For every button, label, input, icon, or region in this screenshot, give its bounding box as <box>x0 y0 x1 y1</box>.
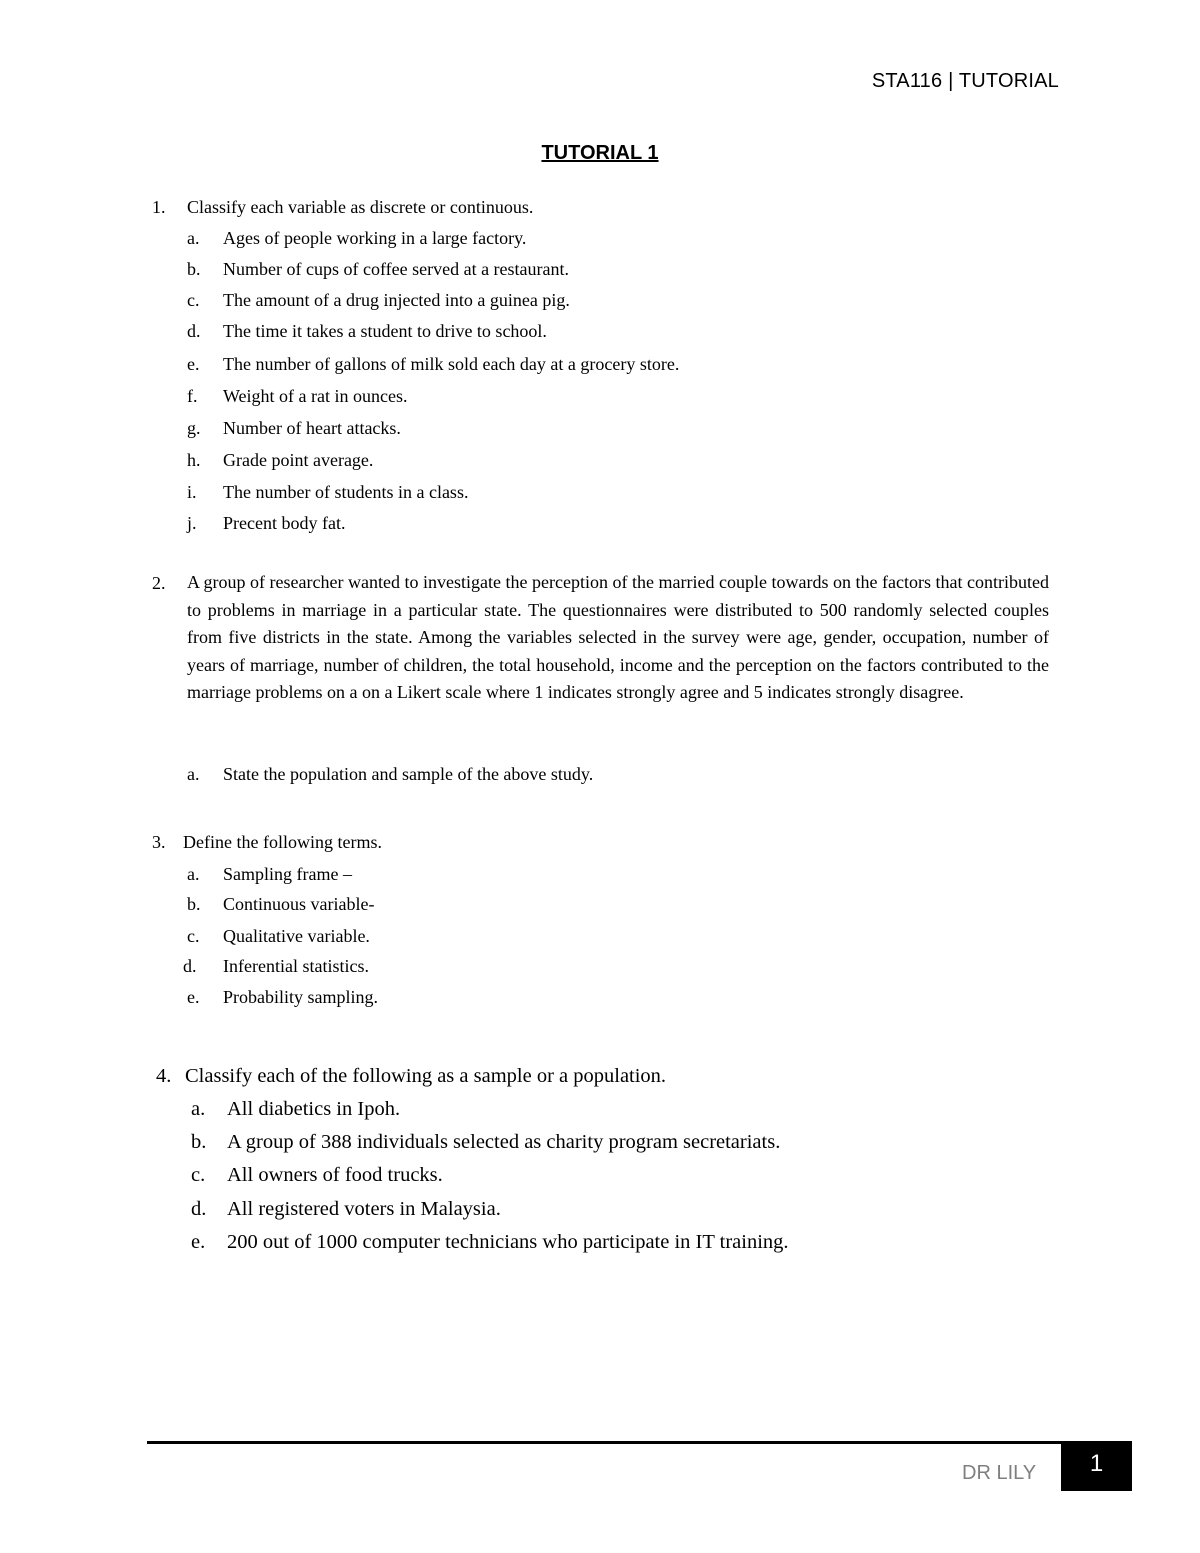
q1-item-text: The time it takes a student to drive to school. <box>223 321 547 341</box>
question-1-number: 1. <box>152 197 166 217</box>
question-3-text: Define the following terms. <box>183 832 382 852</box>
q3-item-letter: d. <box>183 956 197 976</box>
q1-item-letter: c. <box>187 290 200 310</box>
q3-item-letter: c. <box>187 926 200 946</box>
q1-item-text: Number of heart attacks. <box>223 418 401 438</box>
footer-author: DR LILY <box>962 1462 1037 1484</box>
q1-item-letter: i. <box>187 482 197 502</box>
q1-item-letter: h. <box>187 450 201 470</box>
q4-item-letter: d. <box>191 1198 207 1220</box>
q3-item-text: Sampling frame – <box>223 864 352 884</box>
q1-item-letter: a. <box>187 228 200 248</box>
q1-item-text: The number of gallons of milk sold each day at a grocery store. <box>223 354 680 374</box>
q3-item-text: Continuous variable- <box>223 894 375 914</box>
q1-item-letter: j. <box>187 513 197 533</box>
q4-item-letter: b. <box>191 1131 207 1153</box>
footer-divider <box>147 1441 1132 1444</box>
question-3-number: 3. <box>152 832 166 852</box>
q2-item-letter: a. <box>187 764 200 784</box>
q4-item-letter: c. <box>191 1164 206 1186</box>
q1-item-text: Weight of a rat in ounces. <box>223 386 408 406</box>
q1-item-text: Grade point average. <box>223 450 374 470</box>
question-4-number: 4. <box>156 1065 172 1087</box>
q1-item-text: Number of cups of coffee served at a restaurant. <box>223 259 570 279</box>
q3-item-letter: b. <box>187 894 201 914</box>
q1-item-letter: g. <box>187 418 201 438</box>
q1-item-letter: b. <box>187 259 201 279</box>
q4-item-text: All diabetics in Ipoh. <box>227 1098 401 1120</box>
q1-item-letter: d. <box>187 321 201 341</box>
q1-item-letter: f. <box>187 386 198 406</box>
question-1-text: Classify each variable as discrete or continuous. <box>187 197 534 217</box>
q3-item-text: Qualitative variable. <box>223 926 370 946</box>
q2-item-text: State the population and sample of the above study. <box>223 764 594 784</box>
q4-item-letter: e. <box>191 1231 206 1253</box>
question-4-text: Classify each of the following as a sample or a population. <box>185 1065 667 1087</box>
q4-item-text: A group of 388 individuals selected as charity program secretariats. <box>227 1131 781 1153</box>
q3-item-text: Probability sampling. <box>223 987 378 1007</box>
q3-item-letter: a. <box>187 864 200 884</box>
q4-item-letter: a. <box>191 1098 206 1120</box>
q3-item-letter: e. <box>187 987 200 1007</box>
question-2-number: 2. <box>152 573 166 593</box>
page-title: TUTORIAL 1 <box>541 142 659 164</box>
q1-item-text: Ages of people working in a large factory. <box>223 228 527 248</box>
q4-item-text: 200 out of 1000 computer technicians who participate in IT training. <box>227 1231 789 1253</box>
q1-item-text: The amount of a drug injected into a guinea pig. <box>223 290 570 310</box>
q1-item-letter: e. <box>187 354 200 374</box>
q1-item-text: Precent body fat. <box>223 513 346 533</box>
q1-item-text: The number of students in a class. <box>223 482 469 502</box>
question-2-text: A group of researcher wanted to investigate the perception of the married couple towards on the factors that contributed to problems in marriage in a particular state. The questionnaires were distributed to 500 randomly selected couples from five districts in the state. Among the variables selected in the survey were age, gender, occupation, number of years of marriage, number of children, the total household, income and the perception on the factors contributed to the marriage problems on a on a Likert scale where 1 indicates strongly agree and 5 indicates strongly disagree. <box>187 572 1049 702</box>
q3-item-text: Inferential statistics. <box>223 956 369 976</box>
page-number-box: 1 <box>1061 1444 1132 1491</box>
q4-item-text: All registered voters in Malaysia. <box>227 1198 501 1220</box>
header-course: STA116 | TUTORIAL <box>871 70 1059 92</box>
q4-item-text: All owners of food trucks. <box>227 1164 443 1186</box>
